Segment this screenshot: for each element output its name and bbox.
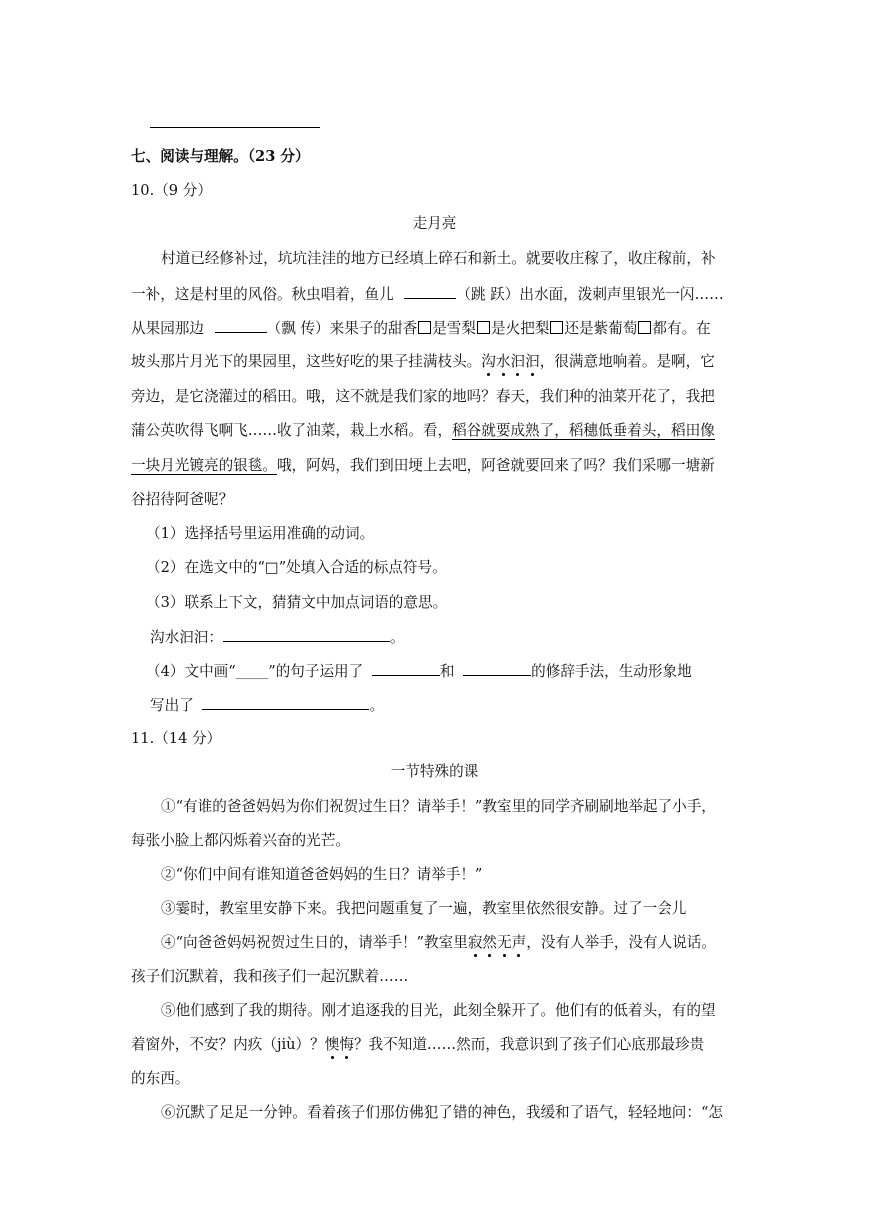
dotted-char: 无 bbox=[497, 934, 512, 951]
text: 和 bbox=[439, 663, 455, 680]
passage-line bbox=[131, 421, 715, 441]
sub-question-4-cont bbox=[150, 695, 384, 716]
dotted-char: 懊 bbox=[324, 1036, 340, 1053]
section-title: 七、阅读与理解。（23 分） bbox=[131, 148, 310, 165]
punctuation-box[interactable] bbox=[477, 321, 490, 334]
text: 还是紫葡萄 bbox=[564, 320, 638, 337]
passage-line: 旁边，是它浇灌过的稻田。哦，这不就是我们家的地吗？春天，我们种的油菜开花了，我把 bbox=[131, 388, 715, 405]
text: ④“向爸爸妈妈祝贺过生日的，请举手！”教室里 bbox=[161, 934, 468, 951]
text: 。 bbox=[369, 697, 385, 714]
dotted-char: 沟 bbox=[481, 353, 496, 370]
passage-line: 的东西。 bbox=[131, 1070, 190, 1087]
passage-title: 走月亮 bbox=[412, 215, 457, 232]
dotted-char: 然 bbox=[482, 934, 498, 951]
text: 一补，这是村里的风俗。秋虫唱着，鱼儿 bbox=[131, 286, 394, 303]
verb-blank-1[interactable] bbox=[404, 284, 456, 299]
passage-line: 谷招待阿爸呢？ bbox=[131, 491, 234, 508]
text: 蒲公英吹得飞啊飞……收了油菜，栽上水稻。看， bbox=[131, 422, 453, 439]
answer-line bbox=[150, 127, 320, 128]
text: 是火把梨 bbox=[491, 320, 550, 337]
underline-mark: _____ bbox=[235, 665, 269, 680]
passage-line: ②“你们中间有谁知道爸爸妈妈的生日？请举手！” bbox=[161, 866, 483, 883]
underlined-sentence: 稻谷就要成熟了，稻穗低垂着头，稻田像 bbox=[452, 422, 715, 439]
punctuation-box[interactable] bbox=[550, 321, 563, 334]
meaning-blank[interactable] bbox=[223, 627, 390, 642]
dotted-char: 声 bbox=[511, 934, 527, 951]
text: 是雪梨 bbox=[432, 320, 476, 337]
punctuation-box[interactable] bbox=[638, 321, 651, 334]
passage-line: 孩子们沉默着，我和孩子们一起沉默着…… bbox=[131, 968, 409, 985]
sub-question-3: （3）联系上下文，猜猜文中加点词语的意思。 bbox=[146, 594, 448, 611]
passage-line: ⑥沉默了足足一分钟。看着孩子们那仿佛犯了错的神色，我缓和了语气，轻轻地问：“怎 bbox=[161, 1104, 724, 1121]
punctuation-box[interactable] bbox=[418, 321, 431, 334]
passage-line bbox=[131, 1035, 704, 1055]
dotted-char: 汩 bbox=[510, 353, 526, 370]
text: 。 bbox=[389, 629, 405, 646]
passage-title: 一节特殊的课 bbox=[390, 763, 479, 780]
passage-line: ③霎时，教室里安静下来。我把问题重复了一遍，教室里依然很安静。过了一会儿 bbox=[161, 900, 687, 917]
text: 从果园那边 bbox=[131, 320, 204, 337]
passage-line: 每张小脸上都闪烁着兴奋的光芒。 bbox=[131, 832, 350, 849]
passage-line: ①“有谁的爸爸妈妈为你们祝贺过生日？请举手！”教室里的同学齐刷刷地举起了小手， bbox=[161, 798, 716, 815]
sub-question-3-answer bbox=[150, 627, 405, 648]
passage-line: ⑤他们感到了我的期待。刚才追逐我的目光，此刻全躲开了。他们有的低着头，有的望 bbox=[161, 1002, 716, 1019]
passage-line bbox=[161, 933, 716, 953]
passage-line bbox=[131, 456, 715, 476]
passage-line bbox=[131, 284, 724, 305]
text: ”的句子运用了 bbox=[268, 663, 364, 680]
dotted-char: 水 bbox=[495, 353, 511, 370]
rhetoric-blank-1[interactable] bbox=[372, 661, 440, 676]
dotted-char: 寂 bbox=[467, 934, 483, 951]
text: ，很满意地响着。是啊，它 bbox=[539, 353, 715, 370]
dotted-char: 悔 bbox=[339, 1036, 354, 1053]
text: ？我不知道……然而，我意识到了孩子们心底那最珍贵 bbox=[353, 1036, 705, 1053]
sub-question-2: （2）在选文中的“□”处填入合适的标点符号。 bbox=[146, 559, 447, 576]
text: （跳 跃）出水面，泼刺声里银光一闪…… bbox=[456, 286, 724, 303]
passage-line bbox=[131, 318, 711, 339]
effect-blank[interactable] bbox=[202, 695, 369, 710]
passage-line: 村道已经修补过，坑坑洼洼的地方已经填上碎石和新土。就要收庄稼了，收庄稼前，补 bbox=[161, 250, 716, 267]
text: 都有。在 bbox=[652, 320, 711, 337]
underlined-sentence: 一块月光镀亮的银毯。 bbox=[131, 457, 277, 474]
text: （4）文中画“ bbox=[146, 663, 236, 680]
text: 的修辞手法，生动形象地 bbox=[531, 663, 692, 680]
text: 坡头那片月光下的果园里，这些好吃的果子挂满枝头。 bbox=[131, 353, 482, 370]
answer-label: 沟水汩汩： bbox=[150, 629, 223, 646]
rhetoric-blank-2[interactable] bbox=[463, 661, 531, 676]
text: ，没有人举手，没有人说话。 bbox=[526, 934, 716, 951]
text: 哦，阿妈，我们到田埂上去吧，阿爸就要回来了吗？我们采哪一塘新 bbox=[276, 457, 715, 474]
question-11-header: 11.（14 分） bbox=[131, 730, 222, 747]
dotted-char: 汩 bbox=[525, 353, 540, 370]
sub-question-1: （1）选择括号里运用准确的动词。 bbox=[146, 525, 375, 542]
text: （飘 传）来果子的甜香 bbox=[266, 320, 418, 337]
verb-blank-2[interactable] bbox=[215, 318, 267, 333]
sub-question-4 bbox=[146, 661, 692, 683]
text: 着窗外，不安？内疚（jiù）？ bbox=[131, 1036, 325, 1053]
passage-line bbox=[131, 352, 715, 372]
text: 写出了 bbox=[150, 697, 194, 714]
question-10-header: 10.（9 分） bbox=[131, 182, 212, 199]
